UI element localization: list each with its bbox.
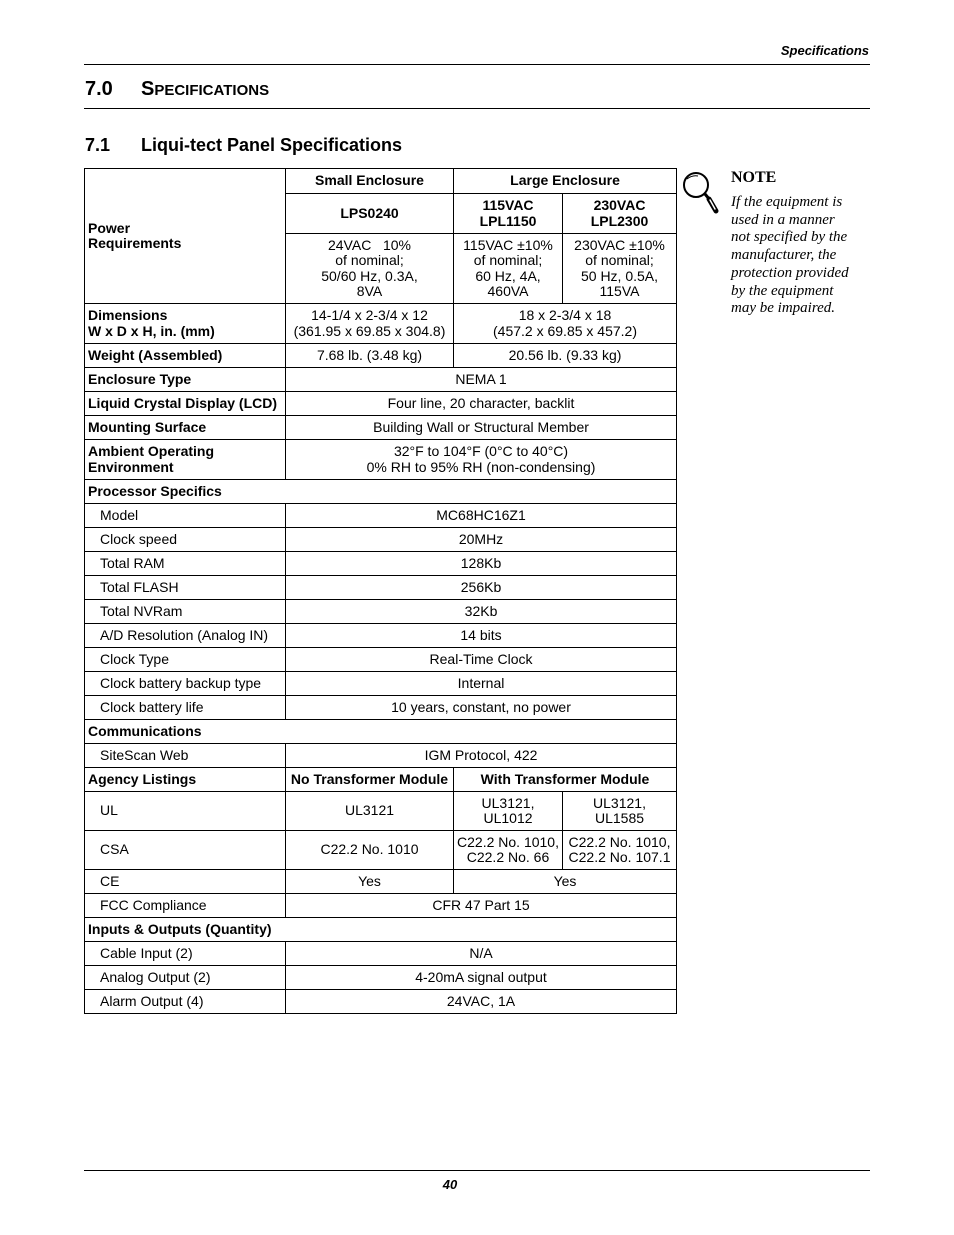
table-row [85,894,677,918]
section-number: 7.0 [85,78,113,100]
processor-row-value: Internal [286,672,677,696]
agency-ul-with-a: UL3121, UL1012 [454,792,563,831]
processor-row-value: 256Kb [286,576,677,600]
enclosure-type-value: NEMA 1 [286,368,677,392]
mounting-value: Building Wall or Structural Member [286,416,677,440]
processor-row-value: 10 years, constant, no power [286,696,677,720]
processor-row-label: Total NVRam [85,600,286,624]
weight-label: Weight (Assembled) [85,344,286,368]
table-row [85,392,677,416]
subsection-number: 7.1 [85,135,111,155]
processor-row-value: 32Kb [286,600,677,624]
agency-ce-with: Yes [454,870,677,894]
communications-row-value: IGM Protocol, 422 [286,744,677,768]
processor-row-label: Total FLASH [85,576,286,600]
agency-col-no-transformer: No Transformer Module [286,768,454,792]
section-title-rest: PECIFICATIONS [154,82,270,99]
agency-ce-no: Yes [286,870,454,894]
subsection-title [85,135,402,156]
io-row-value: 4-20mA signal output [286,966,677,990]
power-label: Power Requirements [85,169,286,304]
model-115: 115VAC LPL1150 [454,194,563,234]
agency-ul-no: UL3121 [286,792,454,831]
ambient-value: 32°F to 104°F (0°C to 40°C) 0% RH to 95% RH (non-condensing) [286,440,677,480]
agency-col-with-transformer: With Transformer Module [454,768,677,792]
agency-heading: Agency Listings [85,768,286,792]
processor-row-value: MC68HC16Z1 [286,504,677,528]
agency-ce-label: CE [85,870,286,894]
table-row [85,768,677,792]
processor-row-value: Real-Time Clock [286,648,677,672]
processor-row-value: 14 bits [286,624,677,648]
io-row-label: Alarm Output (4) [85,990,286,1014]
processor-row-label: Total RAM [85,552,286,576]
io-heading: Inputs & Outputs (Quantity) [85,918,677,942]
agency-fcc-label: FCC Compliance [85,894,286,918]
table-row [85,720,677,744]
table-row [85,792,677,831]
table-row [85,552,677,576]
model-small: LPS0240 [286,194,454,234]
ambient-label: Ambient Operating Environment [85,440,286,480]
processor-row-label: Clock battery backup type [85,672,286,696]
table-row [85,918,677,942]
power-230: 230VAC ±10% of nominal; 50 Hz, 0.5A, 115VA [563,234,677,304]
table-row [85,696,677,720]
dimensions-small: 14-1/4 x 2-3/4 x 12 (361.95 x 69.85 x 304.8) [286,304,454,344]
agency-csa-no: C22.2 No. 1010 [286,831,454,870]
table-row [85,624,677,648]
table-row [85,831,677,870]
table-row [85,600,677,624]
table-row [85,416,677,440]
enclosure-type-label: Enclosure Type [85,368,286,392]
table-row [85,368,677,392]
model-230: 230VAC LPL2300 [563,194,677,234]
communications-heading: Communications [85,720,677,744]
processor-row-label: Model [85,504,286,528]
table-row [85,966,677,990]
io-row-value: 24VAC, 1A [286,990,677,1014]
lcd-value: Four line, 20 character, backlit [286,392,677,416]
weight-large: 20.56 lb. (9.33 kg) [454,344,677,368]
note-title: NOTE [731,169,777,186]
agency-csa-with-a: C22.2 No. 1010, C22.2 No. 66 [454,831,563,870]
agency-csa-with-b: C22.2 No. 1010, C22.2 No. 107.1 [563,831,677,870]
note-body: If the equipment is used in a manner not specified by the manufacturer, the protection provided by the equipment may be impaired. [731,194,849,317]
col-header-small: Small Enclosure [286,169,454,194]
table-row [85,990,677,1014]
section-rule [84,108,870,109]
table-row [85,169,677,194]
dimensions-large: 18 x 2-3/4 x 18 (457.2 x 69.85 x 457.2) [454,304,677,344]
power-small: 24VAC 10% of nominal; 50/60 Hz, 0.3A, 8VA [286,234,454,304]
mounting-label: Mounting Surface [85,416,286,440]
io-row-label: Analog Output (2) [85,966,286,990]
lcd-label: Liquid Crystal Display (LCD) [85,392,286,416]
processor-row-label: A/D Resolution (Analog IN) [85,624,286,648]
table-row [85,576,677,600]
table-row [85,528,677,552]
agency-ul-with-b: UL3121, UL1585 [563,792,677,831]
processor-row-value: 20MHz [286,528,677,552]
io-row-label: Cable Input (2) [85,942,286,966]
col-header-large: Large Enclosure [454,169,677,194]
magnifying-glass-icon [680,170,720,216]
table-row [85,870,677,894]
page-number: 40 [442,1177,458,1192]
subsection-title-text: Liqui-tect Panel Specifications [141,135,403,155]
table-row [85,648,677,672]
table-row [85,480,677,504]
table-row [85,344,677,368]
table-row [85,744,677,768]
power-115: 115VAC ±10% of nominal; 60 Hz, 4A, 460VA [454,234,563,304]
table-row [85,304,677,344]
weight-small: 7.68 lb. (3.48 kg) [286,344,454,368]
processor-row-value: 128Kb [286,552,677,576]
agency-ul-label: UL [85,792,286,831]
table-row [85,504,677,528]
footer-rule [84,1170,870,1171]
spec-table [84,168,677,1014]
processor-row-label: Clock battery life [85,696,286,720]
communications-row-label: SiteScan Web [85,744,286,768]
agency-fcc-value: CFR 47 Part 15 [286,894,677,918]
processor-row-label: Clock speed [85,528,286,552]
table-row [85,942,677,966]
section-title [85,78,269,101]
dimensions-label: Dimensions W x D x H, in. (mm) [85,304,286,344]
header-rule [84,64,870,65]
section-title-initial: S [141,78,155,100]
processor-row-label: Clock Type [85,648,286,672]
running-head: Specifications [780,43,869,58]
processor-heading: Processor Specifics [85,480,677,504]
io-row-value: N/A [286,942,677,966]
table-row [85,672,677,696]
agency-csa-label: CSA [85,831,286,870]
table-row [85,440,677,480]
